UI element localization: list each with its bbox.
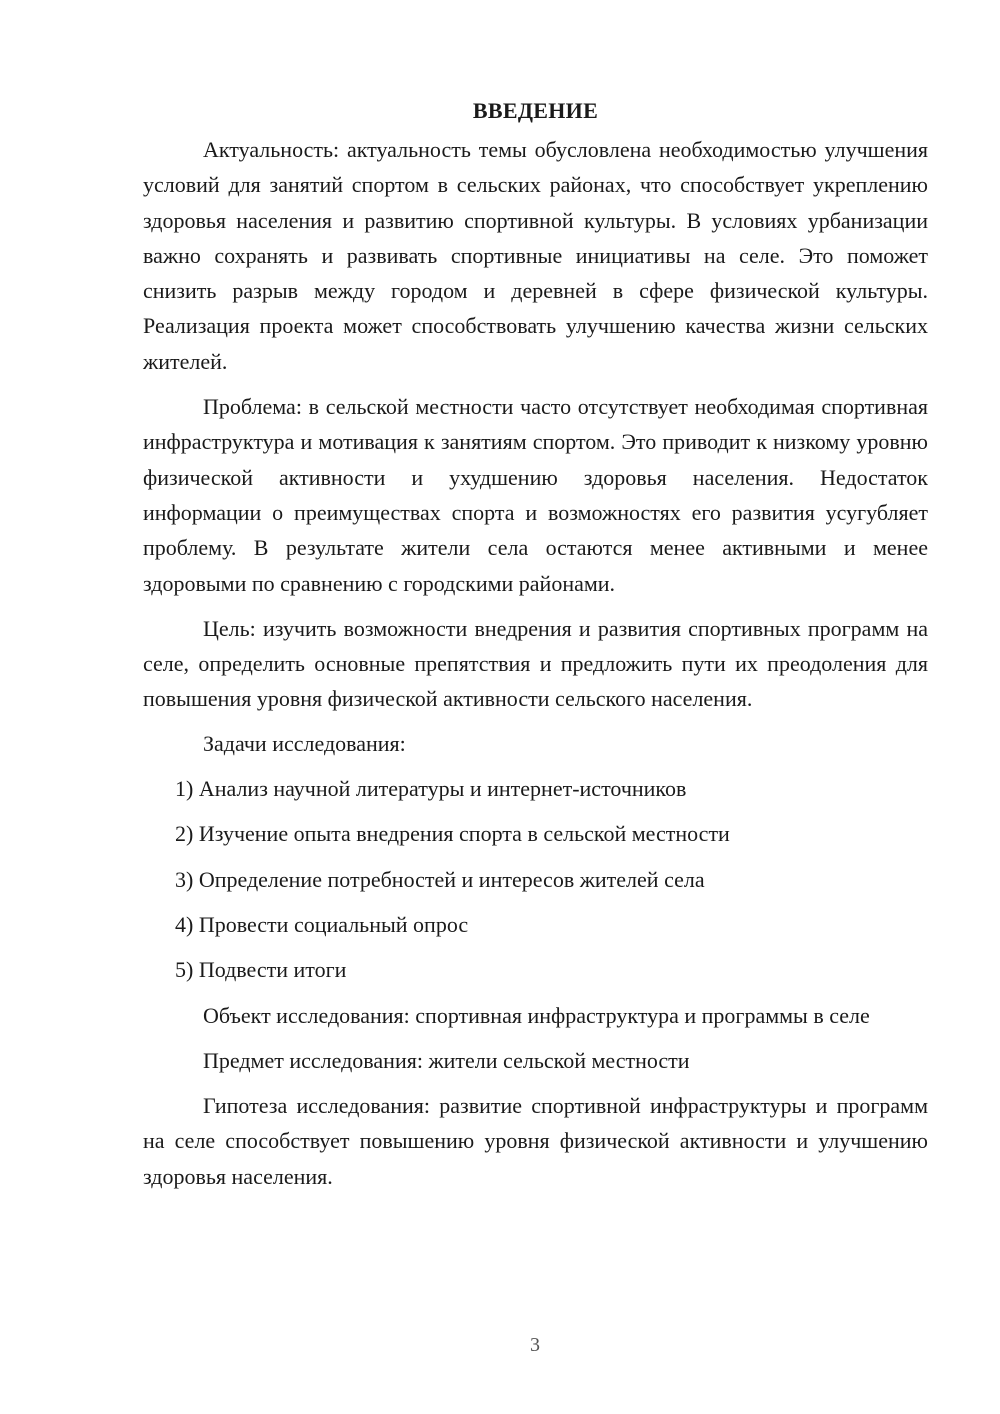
list-item: 4) Провести социальный опрос xyxy=(175,911,469,937)
goal-paragraph: Цель: изучить возможности внедрения и развития спортивных программ на селе, определить основные препятствия и предложить пути их преодоления для повышения уровня физической активности сельского населения. xyxy=(143,615,928,712)
document-page xyxy=(143,94,928,1194)
list-item: 2) Изучение опыта внедрения спорта в сельской местности xyxy=(175,821,730,847)
problem-paragraph: Проблема: в сельской местности часто отсутствует необходимая спортивная инфраструктура и мотивация к занятиям спортом. Это приводит к низкому уровню физической активности и ухудшению здоровья населения. Недостаток информации о преимуществах спорта и возможностях его развития усугубляет проблему. В результате жители села остаются менее активными и менее здоровыми по сравнению с городскими районами. xyxy=(143,394,928,596)
tasks-list xyxy=(143,771,928,987)
page-title: ВВЕДЕНИЕ xyxy=(472,98,599,123)
hypothesis-paragraph: Гипотеза исследования: развитие спортивной инфраструктуры и программ на селе способствует повышению уровня физической активности и улучшению здоровья населения. xyxy=(143,1093,928,1189)
list-item: 5) Подвести итоги xyxy=(175,957,347,983)
tasks-heading: Задачи исследования: xyxy=(203,730,406,756)
relevance-paragraph: Актуальность: актуальность темы обусловлена необходимостью улучшения условий для занятий спортом в сельских районах, что способствует укреплению здоровья населения и развитию спортивной культуры. В условиях урбанизации важно сохранять и развивать спортивные инициативы на селе. Это поможет снизить разрыв между городом и деревней в сфере физической культуры. Реализация проекта может способствовать улучшению качества жизни сельских жителей. xyxy=(143,137,928,374)
page-number: 3 xyxy=(530,1334,540,1356)
object-paragraph: Объект исследования: спортивная инфраструктура и программы в селе xyxy=(203,1002,870,1028)
list-item: 1) Анализ научной литературы и интернет-источников xyxy=(175,776,687,802)
subject-paragraph: Предмет исследования: жители сельской местности xyxy=(203,1047,690,1073)
list-item: 3) Определение потребностей и интересов жителей села xyxy=(175,866,705,892)
